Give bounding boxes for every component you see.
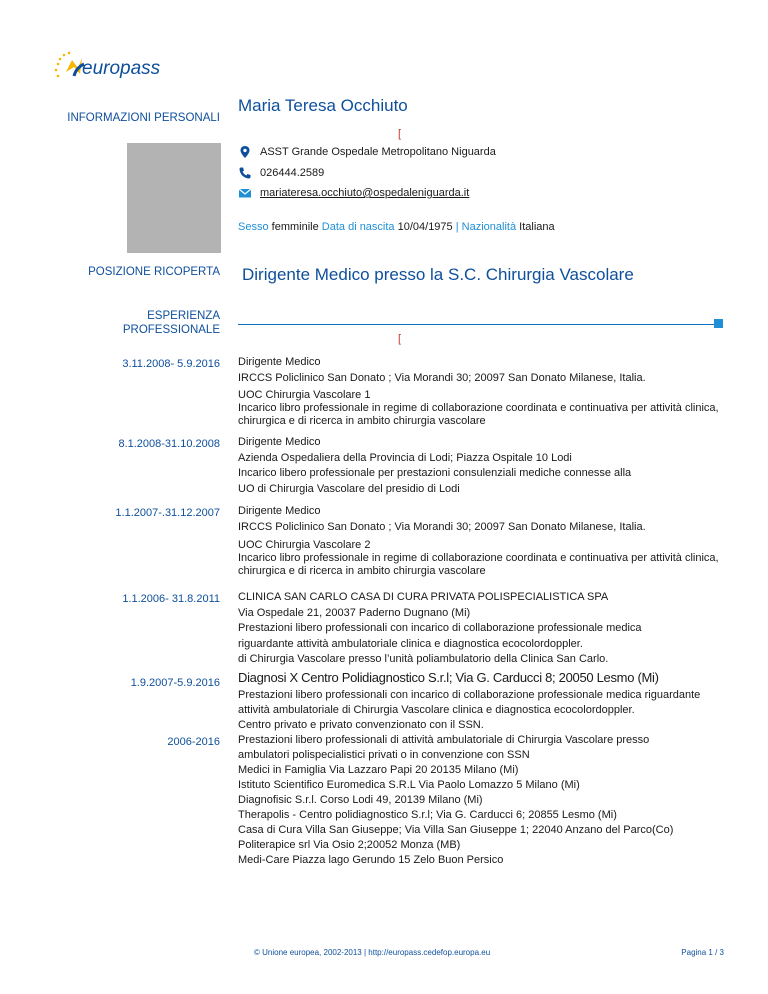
entry-date: 8.1.2008-31.10.2008	[118, 438, 220, 450]
photo-placeholder	[127, 143, 221, 253]
nationality-value: Italiana	[519, 221, 555, 233]
person-name: Maria Teresa Occhiuto	[238, 96, 408, 115]
entry-body-detail: UOC Chirurgia Vascolare 1 Incarico libro professionale in regime di collaborazione coordinata e continuativa per attività clinica, chirurgica e di ricerca in ambito chirurgia vascolare	[238, 389, 719, 427]
location-pin-icon	[238, 145, 252, 159]
section-divider	[238, 324, 714, 325]
dob-value: 10/04/1975	[397, 221, 453, 233]
europass-logo-icon	[52, 50, 162, 84]
envelope-icon	[238, 186, 252, 200]
sex-label: Sesso	[238, 221, 269, 233]
section-label-experience: ESPERIENZA PROFESSIONALE	[122, 310, 220, 336]
personal-details-line	[238, 221, 555, 233]
footer-copyright: © Unione europea, 2002-2013 | http://europass.cedefop.europa.eu	[254, 948, 491, 957]
svg-text:europass: europass	[82, 58, 161, 79]
address-row	[238, 145, 496, 159]
address-text: ASST Grande Ospedale Metropolitano Niguarda	[260, 146, 496, 158]
phone-text: 026444.2589	[260, 167, 325, 179]
section-label-position: POSIZIONE RICOPERTA	[88, 266, 220, 278]
phone-row	[238, 166, 324, 180]
entry-body-detail: UOC Chirurgia Vascolare 2 Incarico libro professionale in regime di collaborazione coordinata e continuativa per attività clinica, chirurgica e di ricerca in ambito chirurgia vascolare	[238, 539, 719, 577]
entry-body: Prestazioni libero professionali con incarico di collaborazione professionale medica riguardante attività ambulatoriale di Chirurgia Vascolare clinica e diagnostica ecocolordoppler. Centro privato e privato convenzionato con il SSN.	[238, 689, 701, 731]
section-label-personal: INFORMAZIONI PERSONALI	[67, 112, 220, 124]
phone-icon	[238, 166, 252, 180]
section-divider-square	[714, 319, 723, 328]
entry-body: Dirigente Medico Azienda Ospedaliera della Provincia di Lodi; Piazza Ospitale 10 Lodi Incarico libero professionale per prestazioni consulenziali mediche connesse alla UO di Chirurgia Vascolare del presidio di Lodi	[238, 436, 632, 495]
entry-date: 3.11.2008- 5.9.2016	[122, 358, 220, 370]
entry-heading: Diagnosi X Centro Polidiagnostico S.r.l; Via G. Carducci 8; 20050 Lesmo (Mi)	[238, 670, 659, 685]
europass-logo	[52, 50, 162, 84]
email-link[interactable]: mariateresa.occhiuto@ospedaleniguarda.it	[260, 187, 470, 199]
nationality-label: Nazionalità	[461, 221, 517, 233]
entry-body: Prestazioni libero professionali di attività ambulatoriale di Chirurgia Vascolare presso ambulatori polispecialistici privati o in convenzione con SSN Medici in Famiglia Via Lazzaro Papi 20 20135 Milano (Mi) Istituto Scientifico Euromedica S.R.L Via Paolo Lomazzo 5 Milano (Mi) Diagnofisic S.r.l. Corso Lodi 49, 20139 Milano (Mi) Therapolis - Centro polidiagnostico S.r.l; Via G. Carducci 6; 20855 Lesmo (Mi) Casa di Cura Villa San Giuseppe; Via Villa San Giuseppe 1; 22040 Anzano del Parco(Co) Politerapice srl Via Osio 2;20052 Monza (MB) Medi-Care Piazza lago Gerundo 15 Zelo Buon Persico	[238, 734, 674, 866]
dob-label: Data di nascita	[321, 221, 395, 233]
position-title: Dirigente Medico presso la S.C. Chirurgia Vascolare	[242, 265, 634, 284]
entry-date: 1.1.2007-.31.12.2007	[115, 507, 220, 519]
entry-body: CLINICA SAN CARLO CASA DI CURA PRIVATA POLISPECIALISTICA SPA Via Ospedale 21, 20037 Paderno Dugnano (Mi) Prestazioni libero professionali con incarico di collaborazione professionale medica riguardante attività ambulatoriale clinica e diagnostica ecocolordoppler. di Chirurgia Vascolare presso l’unità poliambulatorio della Clinica San Carlo.	[238, 591, 642, 665]
entry-date: 2006-2016	[167, 736, 220, 748]
separator: |	[455, 221, 459, 233]
entry-body: Dirigente Medico IRCCS Policlinico San Donato ; Via Morandi 30; 20097 San Donato Milanese, Italia.	[238, 505, 646, 533]
email-row	[238, 186, 469, 200]
bracket-marker-experience: [	[398, 333, 402, 345]
sex-value: femminile	[271, 221, 319, 233]
entry-body: Dirigente Medico IRCCS Policlinico San Donato ; Via Morandi 30; 20097 San Donato Milanese, Italia.	[238, 356, 646, 384]
entry-date: 1.9.2007-5.9.2016	[130, 677, 220, 689]
bracket-marker: [	[398, 128, 402, 140]
entry-date: 1.1.2006- 31.8.2011	[122, 593, 220, 605]
footer-page-number: Pagina 1 / 3	[681, 948, 724, 957]
